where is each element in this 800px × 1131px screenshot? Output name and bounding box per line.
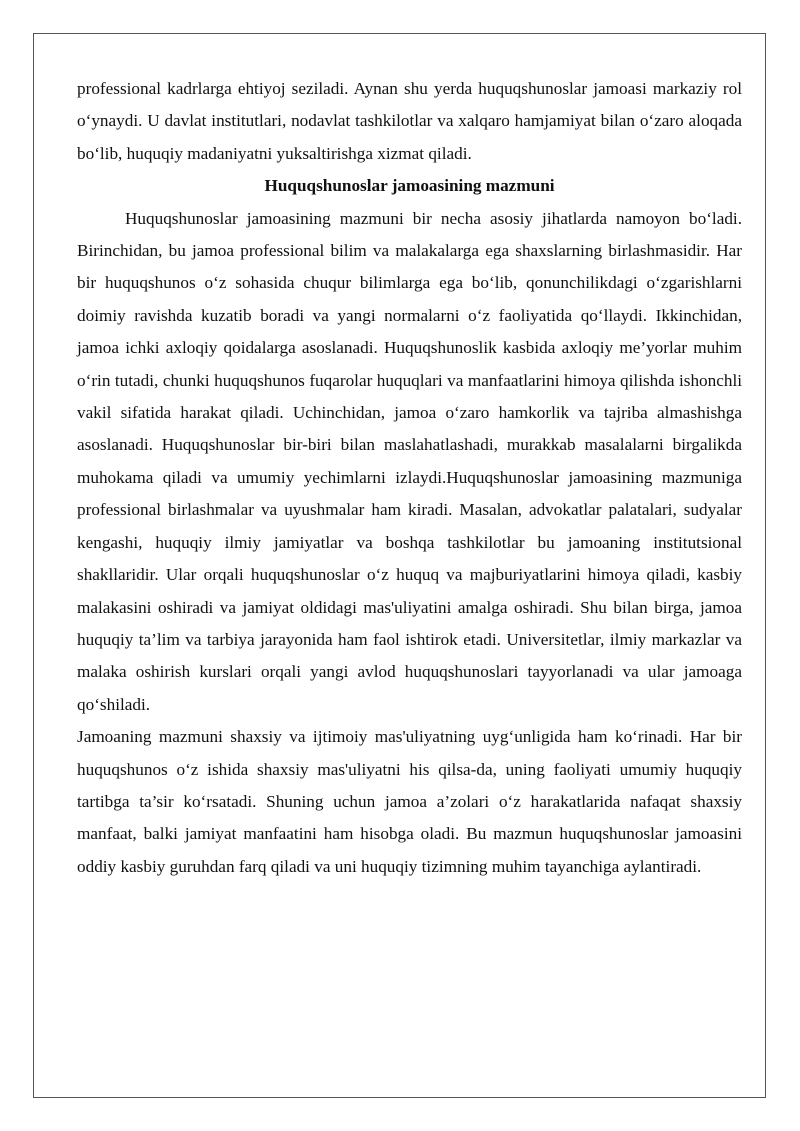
body-paragraph-2: Jamoaning mazmuni shaxsiy va ijtimoiy mas'uliyatning uyg‘unligida ham ko‘rinadi. Har bir huquqshunos o‘z ishida shaxsiy mas'uliyatni his qilsa-da, uning faoliyati umumiy huquqiy tartibga ta’sir ko‘rsatadi. Shuning uchun jamoa a’zolari o‘z harakatlarida nafaqat shaxsiy manfaat, balki jamiyat manfaatini ham hisobga oladi. Bu mazmun huquqshunoslar jamoasini oddiy kasbiy guruhdan farq qiladi va uni huquqiy tizimning muhim tayanchiga aylantiradi. (77, 727, 742, 876)
intro-paragraph: professional kadrlarga ehtiyoj seziladi. Aynan shu yerda huquqshunoslar jamoasi markaziy rol o‘ynaydi. U davlat institutlari, nodavlat tashkilotlar va xalqaro hamjamiyat bilan o‘zaro aloqada bo‘lib, huquqiy madaniyatni yuksaltirishga xizmat qiladi. (77, 79, 742, 163)
section-heading: Huquqshunoslar jamoasining mazmuni (264, 176, 555, 196)
body-paragraph-1: Huquqshunoslar jamoasining mazmuni bir necha asosiy jihatlarda namoyon bo‘ladi. Birinchidan, bu jamoa professional bilim va malakalarga ega shaxslarning birlashmasidir. Har bir huquqshunos o‘z sohasida chuqur bilimlarga ega bo‘lib, qonunchilikdagi o‘zgarishlarni doimiy ravishda kuzatib boradi va yangi normalarni o‘z faoliyatida qo‘llaydi. Ikkinchidan, jamoa ichki axloqiy qoidalarga asoslanadi. Huquqshunoslik kasbida axloqiy me’yorlar muhim o‘rin tutadi, chunki huquqshunos fuqarolar huquqlari va manfaatlarini himoya qilishda ishonchli vakil sifatida harakat qiladi. Uchinchidan, jamoa o‘zaro hamkorlik va tajriba almashishga asoslanadi. Huquqshunoslar bir-biri bilan maslahatlashadi, murakkab masalalarni birgalikda muhokama qiladi va umumiy yechimlarni izlaydi.Huquqshunoslar jamoasining mazmuniga professional birlashmalar va uyushmalar ham kiradi. Masalan, advokatlar palatalari, sudyalar kengashi, huquqiy ilmiy jamiyatlar va boshqa tashkilotlar bu jamoaning institutsional shakllaridir. Ular orqali huquqshunoslar o‘z huquq va majburiyatlarini himoya qiladi, kasbiy malakasini oshiradi va jamiyat oldidagi mas'uliyatini amalga oshiradi. Shu bilan birga, jamoa huquqiy ta’lim va tarbiya jarayonida ham faol ishtirok etadi. Universitetlar, ilmiy markazlar va malaka oshirish kurslari orqali yangi avlod huquqshunoslari tayyorlanadi va ular jamoaga qo‘shiladi. (77, 208, 742, 714)
document-body (77, 73, 742, 883)
